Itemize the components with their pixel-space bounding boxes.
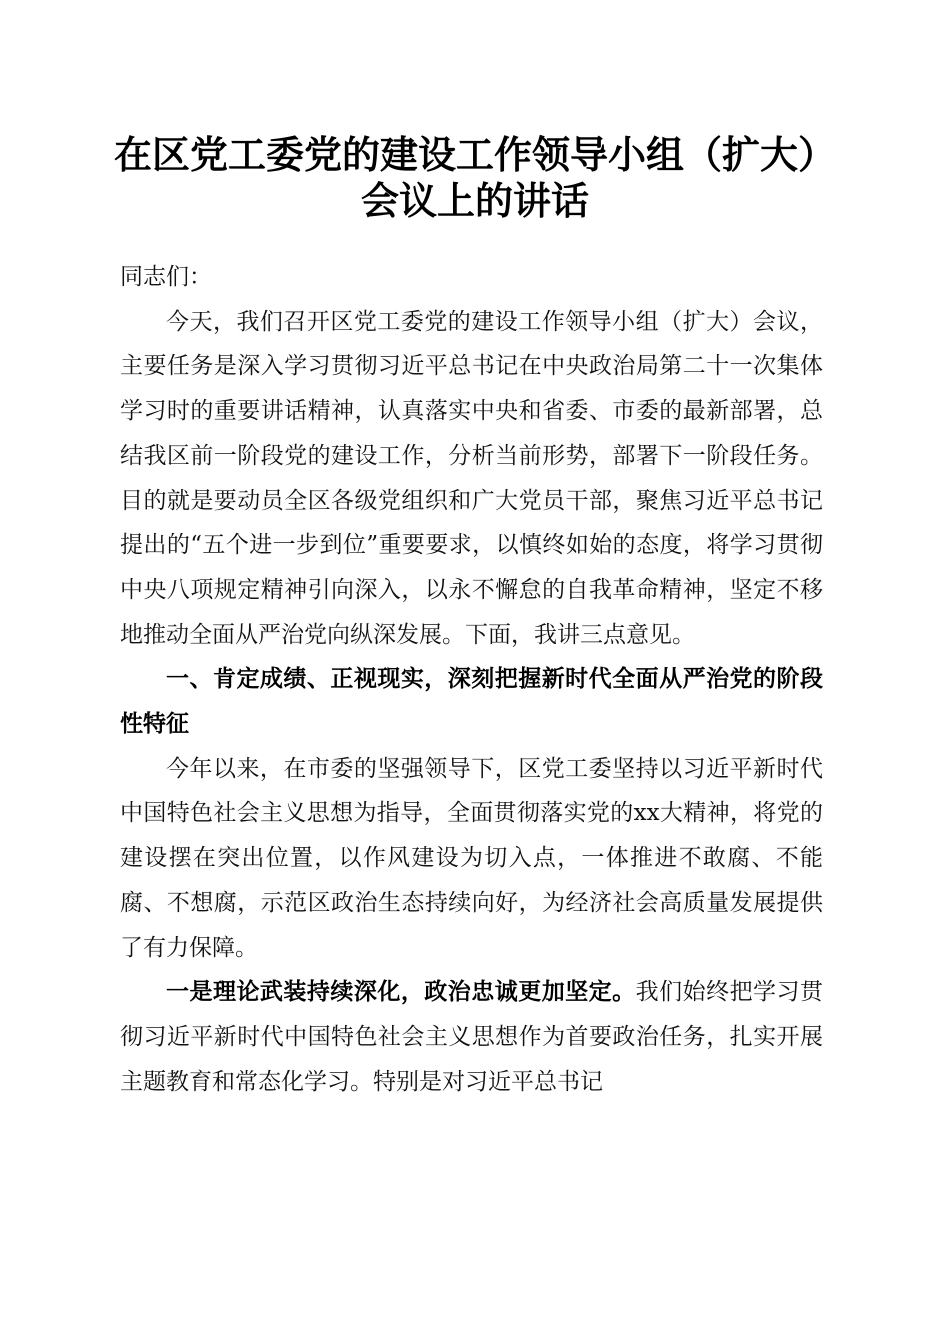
document-title: 在区党工委党的建设工作领导小组（扩大）会议上的讲话 <box>113 132 836 223</box>
salutation: 同志们： <box>120 264 212 290</box>
section-1-heading: 一、肯定成绩、正视现实，深刻把握新时代全面从严治党的阶段性特征 <box>120 666 823 738</box>
point-1-lead: 一是理论武装持续深化，政治忠诚更加坚定。 <box>166 978 636 1006</box>
point-1-paragraph <box>120 970 823 1104</box>
point-1-body: 我们始终把学习贯彻习近平新时代中国特色社会主义思想作为首要政治任务，扎实开展主题教育和常态化学习。特别是对习近平总书记 <box>120 979 824 1095</box>
intro-paragraph: 今天，我们召开区党工委党的建设工作领导小组（扩大）会议，主要任务是深入学习贯彻习近平总书记在中央政治局第二十一次集体学习时的重要讲话精神，认真落实中央和省委、市委的最新部署，总结我区前一阶段党的建设工作，分析当前形势，部署下一阶段任务。目的就是要动员全区各级党组织和广大党员干部，聚焦习近平总书记提出的“五个进一步到位”重要要求，以慎终如始的态度，将学习贯彻中央八项规定精神引向深入，以永不懈怠的自我革命精神，坚定不移地推动全面从严治党向纵深发展。下面，我讲三点意见。 <box>120 308 823 648</box>
document-body <box>120 255 823 1104</box>
section-1-paragraph: 今年以来，在市委的坚强领导下，区党工委坚持以习近平新时代中国特色社会主义思想为指导，全面贯彻落实党的xx大精神，将党的建设摆在突出位置，以作风建设为切入点，一体推进不敢腐、不能腐、不想腐，示范区政治生态持续向好，为经济社会高质量发展提供了有力保障。 <box>120 755 823 961</box>
